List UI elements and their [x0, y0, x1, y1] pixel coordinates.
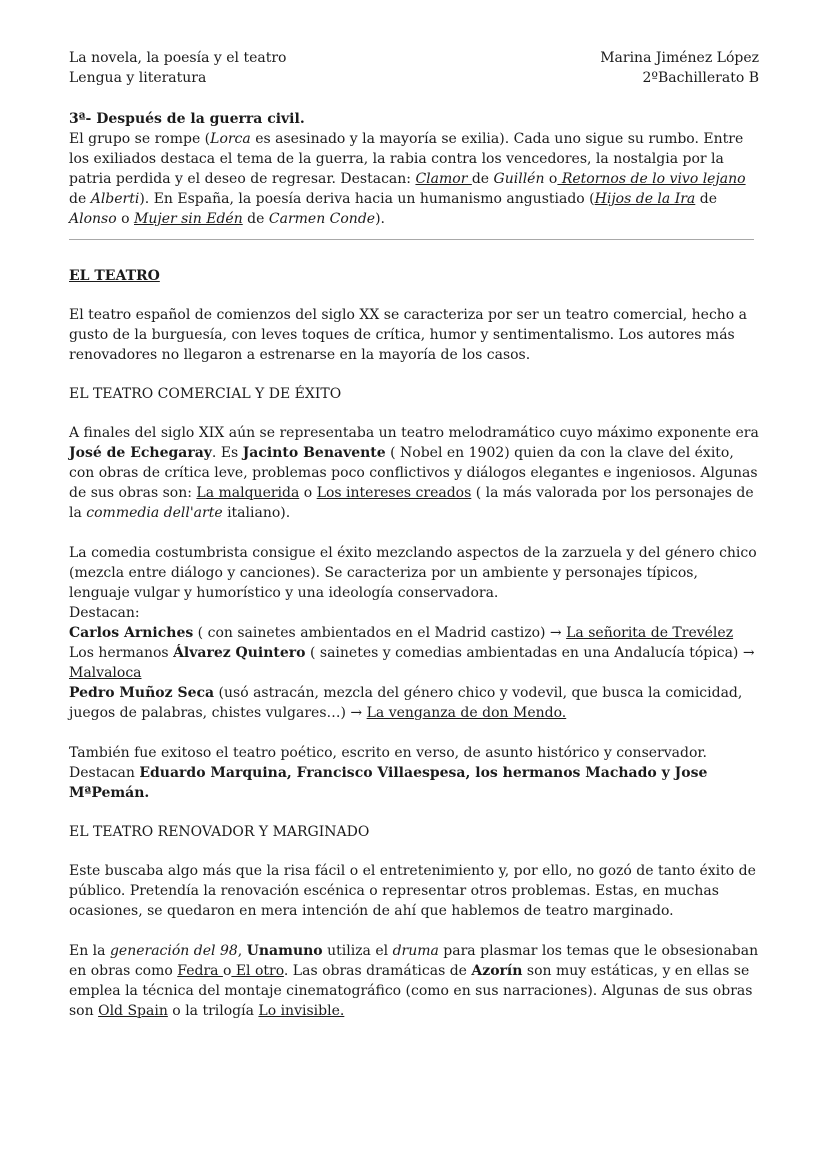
section3-paragraph: El grupo se rompe (Lorca es asesinado y la mayoría se exilia). Cada uno sigue su rumbo. Entre los exiliados destaca el tema de la guerra, la rabia contra los vencedores, la nostalgia por la patria perdida y el deseo de regresar. Destacan: Clamor de Guillén o Retornos de lo vivo lejano de Alberti). En España, la poesía deriva hacia un humanismo angustiado (Hijos de la Ira de Alonso o Mujer sin Edén de Carmen Conde). [69, 131, 746, 227]
section3-title: 3ª- Después de la guerra civil. [69, 111, 305, 127]
author-arniches: Carlos Arniches ( con sainetes ambientados en el Madrid castizo) → La señorita de Trevélez [69, 625, 734, 641]
header-author: Marina Jiménez López [600, 50, 759, 66]
author-munoz-seca: Pedro Muñoz Seca (usó astracán, mezcla del género chico y vodevil, que busca la comicidad, juegos de palabras, chistes vulgares…) → La venganza de don Mendo. [69, 685, 743, 721]
section-divider [69, 239, 754, 240]
teatro-intro: El teatro español de comienzos del siglo XX se caracteriza por ser un teatro comercial, hecho a gusto de la burguesía, con leves toques de crítica, humor y sentimentalismo. Los autores más renovadores no llegaron a estrenarse en la mayoría de los casos. [69, 307, 748, 363]
header-class: 2ºBachillerato B [642, 70, 759, 86]
teatro-heading: EL TEATRO [69, 268, 160, 284]
comercial-paragraph-2: La comedia costumbrista consigue el éxito mezclando aspectos de la zarzuela y del género chico (mezcla entre diálogo y canciones). Se caracteriza por un ambiente y personajes típicos, lenguaje vulgar y humorístico y una ideología conservadora. [69, 545, 757, 601]
comercial-destacan: Destacan: [69, 605, 140, 621]
header-subject-title: La novela, la poesía y el teatro [69, 50, 287, 66]
renovador-heading: EL TEATRO RENOVADOR Y MARGINADO [69, 824, 370, 840]
renovador-paragraph-2: En la generación del 98, Unamuno utiliza el druma para plasmar los temas que le obsesionaban en obras como Fedra o El otro. Las obras dramáticas de Azorín son muy estáticas, y en ellas se emplea la técnica del montaje cinematográfico (como en sus narraciones). Algunas de sus obras son Old Spain o la trilogía Lo invisible. [69, 943, 759, 1019]
document-page [69, 48, 759, 1021]
header-right [600, 48, 759, 88]
author-alvarez-quintero: Los hermanos Álvarez Quintero ( sainetes y comedias ambientadas en una Andalucía tópica) → Malvaloca [69, 645, 755, 681]
comercial-heading: EL TEATRO COMERCIAL Y DE ÉXITO [69, 386, 342, 402]
teatro-poetico-paragraph: También fue exitoso el teatro poético, escrito en verso, de asunto histórico y conservador. Destacan Eduardo Marquina, Francisco Villaespesa, los hermanos Machado y Jose MªPemán. [69, 745, 708, 801]
comercial-paragraph-1: A finales del siglo XIX aún se representaba un teatro melodramático cuyo máximo exponente era José de Echegaray. Es Jacinto Benavente ( Nobel en 1902) quien da con la clave del éxito, con obras de crítica leve, problemas poco conflictivos y diálogos elegantes e ingeniosos. Algunas de sus obras son: La malquerida o Los intereses creados ( la más valorada por los personajes de la commedia dell'arte italiano). [69, 425, 759, 521]
header-course: Lengua y literatura [69, 70, 207, 86]
header-left [69, 48, 286, 88]
renovador-paragraph-1: Este buscaba algo más que la risa fácil o el entretenimiento y, por ello, no gozó de tanto éxito de público. Pretendía la renovación escénica o representar otros problemas. Estas, en muchas ocasiones, se quedaron en mera intención de ahí que hablemos de teatro marginado. [69, 863, 756, 919]
page-header [69, 48, 759, 88]
